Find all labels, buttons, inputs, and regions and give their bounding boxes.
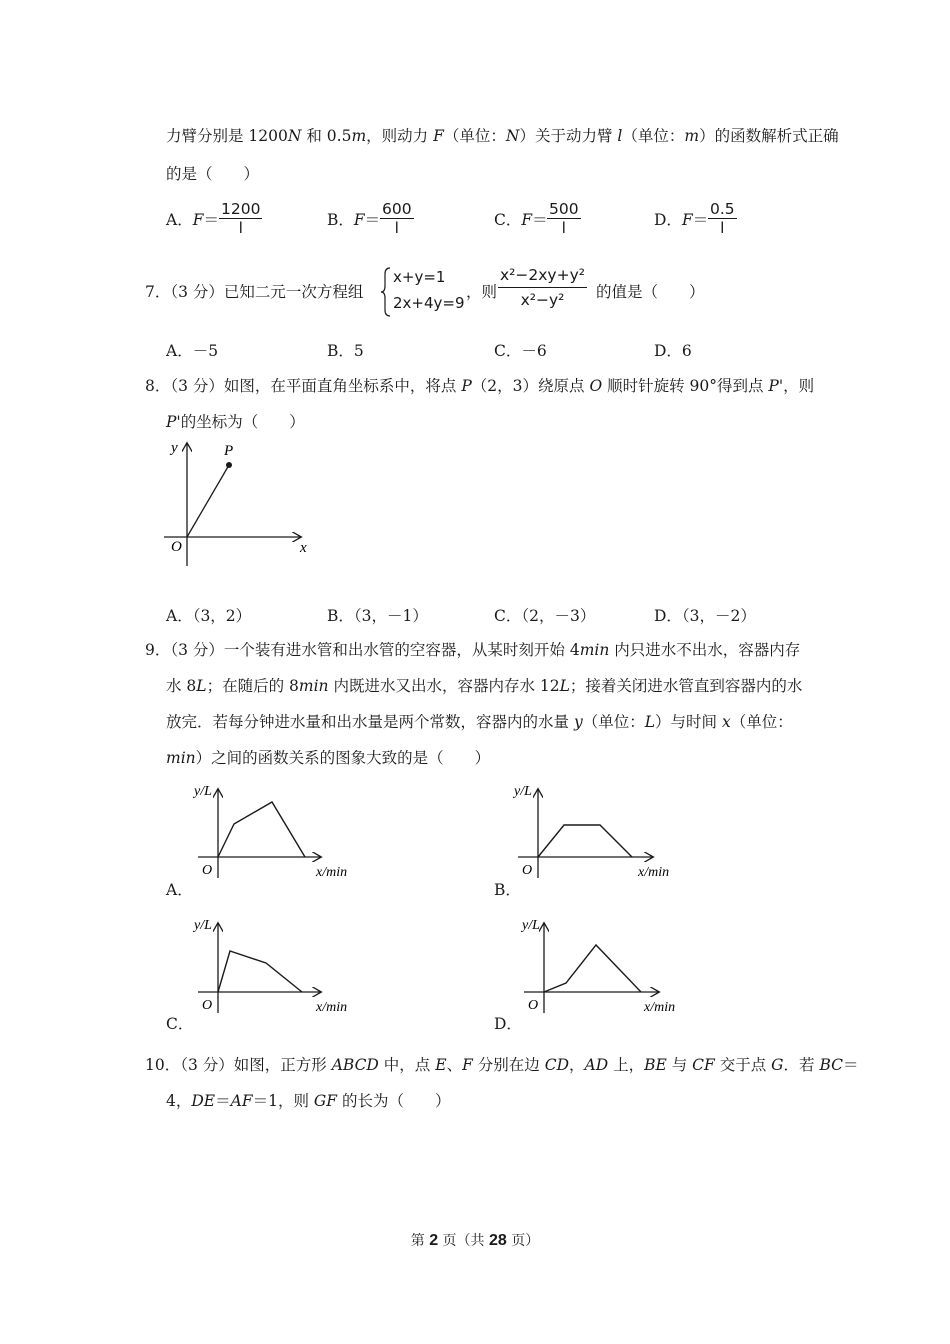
- svg-text:x/min: x/min: [638, 865, 670, 880]
- q9-option-d[interactable]: D．: [494, 1015, 522, 1033]
- graph-c-line: [218, 951, 302, 992]
- graph-d-line: [544, 945, 641, 992]
- graph-a-line: [218, 802, 305, 857]
- q9-graph-a: [192, 778, 362, 883]
- q8-option-d[interactable]: D．（3，－2）: [654, 607, 756, 625]
- q7-suffix: 的值是（ ）: [596, 283, 705, 301]
- q8-line-2: P'的坐标为（ ）: [166, 413, 305, 431]
- q9-graph-d: [518, 912, 688, 1017]
- svg-text:y/L: y/L: [522, 918, 540, 933]
- svg-text:y/L: y/L: [194, 784, 212, 799]
- q7-option-a[interactable]: A．－5: [166, 342, 219, 360]
- q7-option-b[interactable]: B．5: [327, 342, 364, 360]
- q9-graph-b: [512, 778, 682, 883]
- q8-coordinate-figure: [160, 434, 320, 574]
- q9-option-b[interactable]: B．: [494, 881, 521, 899]
- q7-eq1: x+y=1: [393, 268, 446, 286]
- brace-icon: [380, 266, 392, 318]
- q9-line-1: 9．（3 分）一个装有进水管和出水管的空容器，从某时刻开始 4min 内只进水不出水，容器内存: [145, 641, 801, 659]
- graph-b-line: [538, 825, 632, 857]
- q9-line-4: min）之间的函数关系的图象大致的是（ ）: [166, 749, 491, 767]
- page-total: 28: [489, 1232, 507, 1249]
- svg-text:x/min: x/min: [316, 1000, 348, 1015]
- q10-line-1: 10．（3 分）如图，正方形 ABCD 中，点 E、F 分别在边 CD，AD 上，BE 与 CF 交于点 G．若 BC＝: [145, 1056, 859, 1074]
- q9-line-2: 水 8L；在随后的 8min 内既进水又出水，容器内存水 12L；接着关闭进水管直到容器内的水: [166, 677, 803, 695]
- exam-page: 力臂分别是 1200N 和 0.5m，则动力 F（单位：N）关于动力臂 l（单位：m）的函数解析式正确 的是（ ） A．F＝ $\frac{1200}{l}$ B．F＝ $\frac{600}{l}$ C．F＝ $\frac{500}{l}$ D．F＝ $\frac{0.5}{l}$ 7．（3 分）已知二元一次方程组 x+y=1 2x+4y=9 ，则 $\frac{\text{x²−2xy+y²}}{\text{x²−y²}}$ 的值是（ ） A．－5 B．5 C．－6 D．6 8．（3 分）如图，在平面直角坐标系中，将点 P（2，3）绕原点 O 顺时针旋转 90°得到点 P'，则 P'的坐标为（ ） y P O x A．（3，2） B．（3，－1） C．（2，－3） D．（3，－2） 9．（3 分）一个装有进水管和出水管的空容器，从某时刻开始 4min 内只进水不出水，容器内存 水 8L；在随后的 8min 内既进水又出水，容器内存水 12L；接着关闭进水管直到容器内的水 放完．若每分钟进水量和出水量是两个常数，容器内的水量 y（单位：L）与时间 x（单位： min）之间的函数关系的图象大致的是（ ） y/L O x/min A． y/L O x/min B． y/L O x/min C． y/L O x/min D． 10．（3 分）如图，正方形 ABCD 中，点 E、F 分别在边 CD，AD 上，BE 与 CF 交于点 G．若 BC＝ 4，DE＝AF＝1，则 GF 的长为（ ） 第 2 页（共 28 页）: [0, 0, 950, 1344]
- svg-text:O: O: [528, 998, 539, 1013]
- svg-text:x/min: x/min: [316, 865, 348, 880]
- svg-text:y/L: y/L: [194, 918, 212, 933]
- q8-option-a[interactable]: A．（3，2）: [166, 607, 252, 625]
- q7-equation-system: [380, 266, 465, 318]
- q7-option-c[interactable]: C．－6: [494, 342, 547, 360]
- q7-fraction: $\frac{\text{x²−2xy+y²}}{\text{x²−y²}}$: [500, 266, 585, 309]
- q8-option-b[interactable]: B．（3，－1）: [327, 607, 428, 625]
- q9-graph-c: [192, 912, 362, 1017]
- svg-text:y/L: y/L: [514, 784, 532, 799]
- x-axis-label: x: [300, 540, 307, 556]
- q10-line-2: 4，DE＝AF＝1，则 GF 的长为（ ）: [166, 1092, 451, 1110]
- page-footer: 第 2 页（共 28 页）: [410, 1232, 540, 1249]
- q9-line-3: 放完．若每分钟进水量和出水量是两个常数，容器内的水量 y（单位：L）与时间 x（单位：: [166, 713, 793, 731]
- origin-label: O: [171, 539, 182, 555]
- point-p: [226, 462, 232, 468]
- q7-mid: ，则: [466, 283, 498, 301]
- q8-option-c[interactable]: C．（2，－3）: [494, 607, 596, 625]
- q6-line-2: 的是（ ）: [166, 165, 260, 183]
- q9-option-c[interactable]: C．: [166, 1015, 194, 1033]
- q7-prefix: 7．（3 分）已知二元一次方程组: [145, 283, 364, 301]
- svg-text:O: O: [202, 998, 213, 1013]
- q7-eq2: 2x+4y=9: [393, 294, 465, 312]
- page-number: 2: [429, 1232, 439, 1249]
- q7-option-d[interactable]: D．6: [654, 342, 692, 360]
- y-axis-label: y: [171, 440, 178, 456]
- svg-text:x/min: x/min: [644, 1000, 676, 1015]
- q9-option-a[interactable]: A．: [166, 881, 193, 899]
- q8-line-1: 8．（3 分）如图，在平面直角坐标系中，将点 P（2，3）绕原点 O 顺时针旋转 90°得到点 P'，则: [145, 377, 815, 395]
- svg-text:O: O: [202, 863, 213, 878]
- segment-op: [187, 465, 229, 537]
- q6-line-1: 力臂分别是 1200N 和 0.5m，则动力 F（单位：N）关于动力臂 l（单位：m）的函数解析式正确: [166, 127, 839, 145]
- svg-text:O: O: [522, 863, 533, 878]
- point-p-label: P: [224, 443, 234, 459]
